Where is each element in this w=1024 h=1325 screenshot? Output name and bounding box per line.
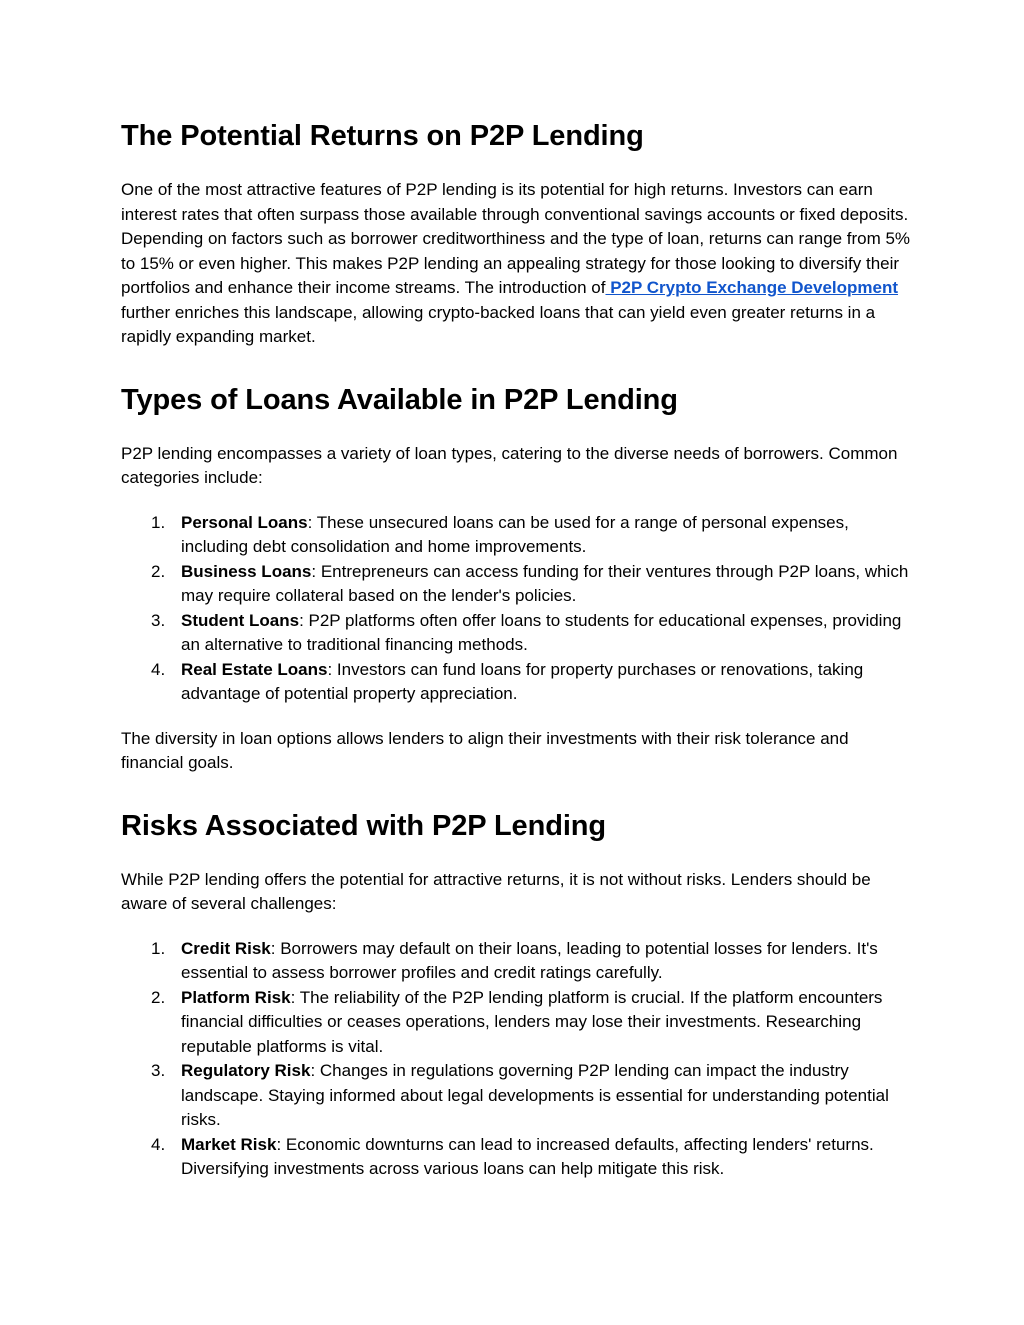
loan-types-intro: P2P lending encompasses a variety of loan types, catering to the diverse needs of borrowers. Common categories include: bbox=[121, 443, 898, 487]
list-item bbox=[121, 560, 914, 609]
list-item bbox=[121, 1133, 914, 1182]
list-item-text: : These unsecured loans can be used for a range of personal expenses, including debt consolidation and home improvements. bbox=[181, 512, 849, 556]
list-item-text: : Economic downturns can lead to increased defaults, affecting lenders' returns. Diversifying investments across various loans can help mitigate this risk. bbox=[181, 1134, 874, 1178]
list-item-term: Business Loans bbox=[181, 561, 312, 581]
risks-list bbox=[121, 937, 914, 1182]
list-item bbox=[121, 658, 914, 707]
list-item-text: : Borrowers may default on their loans, leading to potential losses for lenders. It's essential to assess borrower profiles and credit ratings carefully. bbox=[181, 938, 878, 982]
list-item-term: Personal Loans bbox=[181, 512, 308, 532]
list-item-term: Real Estate Loans bbox=[181, 659, 328, 679]
list-item-number: 4. bbox=[151, 1134, 166, 1154]
list-item-number: 1. bbox=[151, 512, 166, 532]
p2p-crypto-exchange-link[interactable]: P2P Crypto Exchange Development bbox=[605, 278, 899, 297]
list-item-term: Market Risk bbox=[181, 1134, 277, 1154]
returns-text-before-link: One of the most attractive features of P2P lending is its potential for high returns. Investors can earn interest rates that often surpass those available through conventional savings accounts or fixed deposits. Depending on factors such as borrower creditworthiness and the type of loan, returns can range from 5% to 15% or even higher. This makes P2P lending an appealing strategy for those looking to diversify their portfolios and enhance their income streams. The introduction of bbox=[121, 180, 911, 297]
returns-text-after-link: further enriches this landscape, allowing crypto-backed loans that can yield even greater returns in a rapidly expanding market. bbox=[121, 302, 876, 346]
list-item-text: : Changes in regulations governing P2P lending can impact the industry landscape. Staying informed about legal developments is essential for understanding potential risks. bbox=[181, 1061, 889, 1129]
list-item bbox=[121, 937, 914, 986]
list-item-term: Platform Risk bbox=[181, 987, 291, 1007]
section-heading-returns: The Potential Returns on P2P Lending bbox=[121, 120, 644, 152]
loan-types-list bbox=[121, 511, 914, 707]
list-item-term: Student Loans bbox=[181, 610, 300, 630]
list-item-number: 3. bbox=[151, 1061, 166, 1080]
list-item-text: : The reliability of the P2P lending platform is crucial. If the platform encounters financial difficulties or ceases operations, lenders may lose their investments. Researching reputable platforms is vital. bbox=[181, 987, 883, 1056]
list-item-text: : Entrepreneurs can access funding for their ventures through P2P loans, which may require collateral based on the lender's policies. bbox=[181, 561, 909, 605]
list-item bbox=[121, 511, 914, 560]
list-item-number: 3. bbox=[151, 610, 166, 630]
returns-paragraph bbox=[121, 178, 914, 350]
list-item bbox=[121, 609, 914, 658]
list-item-term: Credit Risk bbox=[181, 938, 271, 958]
section-heading-risks: Risks Associated with P2P Lending bbox=[121, 809, 606, 842]
risks-intro: While P2P lending offers the potential for attractive returns, it is not without risks. Lenders should be aware of several challenges: bbox=[121, 869, 871, 913]
list-item-text: : Investors can fund loans for property purchases or renovations, taking advantage of potential property appreciation. bbox=[181, 659, 864, 703]
list-item-term: Regulatory Risk bbox=[181, 1061, 311, 1080]
list-item-number: 1. bbox=[151, 938, 166, 958]
list-item-number: 2. bbox=[151, 561, 166, 581]
loan-types-outro: The diversity in loan options allows lenders to align their investments with their risk tolerance and financial goals. bbox=[121, 728, 849, 772]
list-item bbox=[121, 986, 914, 1060]
list-item-number: 4. bbox=[151, 659, 166, 679]
section-heading-loan-types: Types of Loans Available in P2P Lending bbox=[121, 383, 678, 416]
list-item-number: 2. bbox=[151, 987, 166, 1007]
list-item-text: : P2P platforms often offer loans to students for educational expenses, providing an alternative to traditional financing methods. bbox=[181, 610, 902, 654]
list-item bbox=[121, 1059, 914, 1133]
